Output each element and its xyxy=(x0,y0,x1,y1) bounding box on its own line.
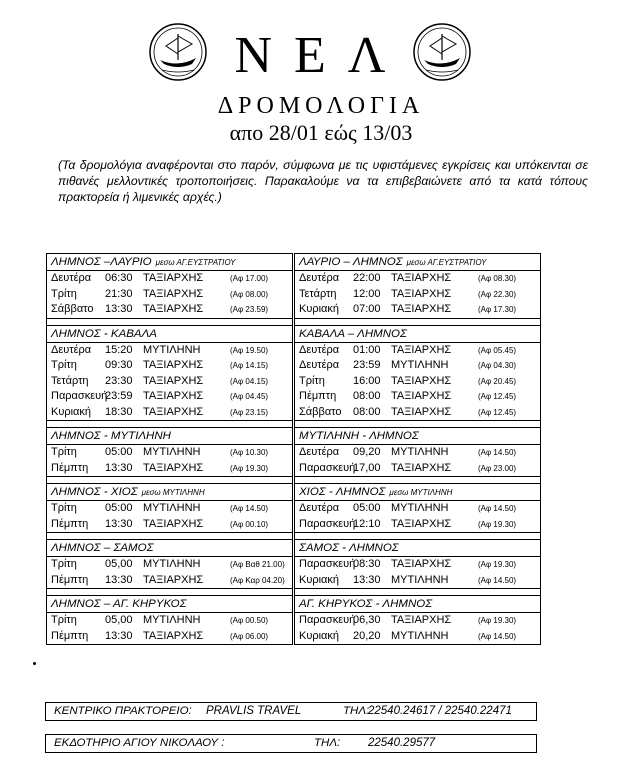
section-gap xyxy=(47,588,292,595)
schedule-ship: ΜΥΤΙΛΗΝΗ xyxy=(391,629,449,642)
schedule-day: Κυριακή xyxy=(51,405,92,418)
schedule-time: 09,20 xyxy=(353,446,381,458)
schedule-arr: (Αφ 14.50) xyxy=(478,575,517,585)
schedule-day: Πέμπτη xyxy=(51,573,89,586)
schedule-ship: ΤΑΞΙΑΡΧΗΣ xyxy=(391,303,452,315)
route-name: ΚΑΒΑΛΑ – ΛΗΜΝΟΣ xyxy=(299,327,407,340)
schedule-row xyxy=(295,517,540,533)
footer-agency xyxy=(45,702,537,721)
schedule-ship: ΤΑΞΙΑΡΧΗΣ xyxy=(391,558,452,570)
schedule-row xyxy=(47,613,292,629)
route-section xyxy=(295,325,540,421)
schedule-ship: ΤΑΞΙΑΡΧΗΣ xyxy=(143,461,204,474)
route-name: ΑΓ. ΚΗΡΥΚΟΣ - ΛΗΜΝΟΣ xyxy=(299,598,433,610)
schedule-time: 23:59 xyxy=(353,359,381,371)
schedule-day: Τρίτη xyxy=(51,287,77,300)
schedule-time: 09:30 xyxy=(105,359,133,371)
schedule-ship: ΤΑΞΙΑΡΧΗΣ xyxy=(391,287,452,300)
route-header xyxy=(47,326,292,343)
schedule-arr: (Αφ 04.45) xyxy=(230,392,269,401)
route-name: ΛΑΥΡΙΟ – ΛΗΜΝΟΣ xyxy=(299,256,403,268)
schedule-day: Τετάρτη xyxy=(299,287,337,300)
schedule-time: 12:10 xyxy=(353,517,381,530)
route-section xyxy=(47,427,292,476)
schedule-row xyxy=(47,445,292,461)
route-name: ΛΗΜΝΟΣ - ΧΙΟΣ xyxy=(51,486,138,498)
route-header xyxy=(47,596,292,613)
schedule-arr: (Αφ 14.50) xyxy=(478,631,517,641)
schedule-row xyxy=(295,287,540,303)
route-section xyxy=(47,595,292,644)
section-gap xyxy=(295,318,540,325)
schedule-time: 15:20 xyxy=(105,343,133,356)
schedule-time: 06:30 xyxy=(105,272,133,284)
schedule-time: 13:30 xyxy=(105,629,133,642)
schedule-time: 05:00 xyxy=(105,446,133,458)
route-header xyxy=(295,540,540,557)
schedule-arr: (Αφ 19.30) xyxy=(478,519,517,529)
route-section xyxy=(295,595,540,644)
office-tel-label: ΤΗΛ: xyxy=(314,737,341,749)
schedule-day: Πέμπτη xyxy=(299,390,337,402)
schedule-arr: (Αφ 23.00) xyxy=(478,463,517,473)
schedule-time: 18:30 xyxy=(105,405,133,418)
schedule-ship: ΤΑΞΙΑΡΧΗΣ xyxy=(143,405,204,418)
schedule-row xyxy=(47,405,292,421)
schedule-day: Σάββατο xyxy=(299,405,342,418)
route-header xyxy=(47,254,292,271)
schedule-time: 08:30 xyxy=(353,558,381,570)
route-name: ΛΗΜΝΟΣ - ΜΥΤΙΛΗΝΗ xyxy=(51,430,171,442)
schedule-time: 13:30 xyxy=(105,303,133,315)
schedule-arr: (Αφ 10.30) xyxy=(230,448,269,457)
schedule-day: Δευτέρα xyxy=(51,343,92,356)
schedule-day: Δευτέρα xyxy=(299,272,340,284)
schedule-time: 05:00 xyxy=(105,502,133,514)
schedule-ship: ΤΑΞΙΑΡΧΗΣ xyxy=(391,517,452,530)
route-header xyxy=(47,428,292,445)
schedule-arr: (Αφ 14.50) xyxy=(478,504,517,513)
route-section xyxy=(295,483,540,532)
page-title: ΝΕΛ xyxy=(234,27,408,84)
schedule-day: Κυριακή xyxy=(299,573,340,586)
section-gap xyxy=(47,420,292,427)
schedule-day: Δευτέρα xyxy=(299,502,340,514)
schedule-day: Τετάρτη xyxy=(51,374,89,387)
schedule-row xyxy=(295,629,540,645)
schedule-day: Τρίτη xyxy=(51,558,77,570)
schedule-arr: (Αφ 08.30) xyxy=(478,274,517,283)
schedule-row xyxy=(47,302,292,318)
schedule-time: 05,00 xyxy=(105,614,133,626)
schedule-arr: (Αφ 08.00) xyxy=(230,289,269,299)
schedule-arr: (Αφ 23.15) xyxy=(230,407,269,417)
schedule-ship: ΤΑΞΙΑΡΧΗΣ xyxy=(143,517,204,530)
route-name: ΛΗΜΝΟΣ – ΣΑΜΟΣ xyxy=(51,542,154,554)
schedule-ship: ΜΥΤΙΛΗΝΗ xyxy=(143,558,201,570)
schedule-time: 21:30 xyxy=(105,287,133,300)
route-via: μεσω ΑΓ.ΕΥΣΤΡΑΤΙΟΥ xyxy=(155,258,236,267)
schedule-day: Δευτέρα xyxy=(299,359,340,371)
schedule-ship: ΜΥΤΙΛΗΝΗ xyxy=(143,502,201,514)
schedule-arr: (Αφ 04.30) xyxy=(478,361,517,370)
schedule-day: Δευτέρα xyxy=(299,446,340,458)
schedule-arr: (Αφ 05.45) xyxy=(478,345,517,355)
office-label: ΕΚΔΟΤΗΡΙΟ ΑΓΙΟΥ ΝΙΚΟΛΑΟΥ : xyxy=(54,737,225,749)
schedule-day: Πέμπτη xyxy=(51,517,89,530)
left-routes-column xyxy=(46,253,293,645)
route-name: ΛΗΜΝΟΣ –ΛΑΥΡΙΟ xyxy=(51,256,152,268)
route-header xyxy=(295,428,540,445)
schedule-time: 07:00 xyxy=(353,303,381,315)
schedule-ship: ΤΑΞΙΑΡΧΗΣ xyxy=(391,272,452,284)
schedule-arr: (Αφ 19.30) xyxy=(478,560,517,569)
schedule-time: 22:00 xyxy=(353,272,381,284)
section-gap xyxy=(295,532,540,539)
schedule-time: 08:00 xyxy=(353,405,381,418)
section-gap xyxy=(47,644,292,645)
schedule-ship: ΜΥΤΙΛΗΝΗ xyxy=(391,502,449,514)
schedule-ship: ΤΑΞΙΑΡΧΗΣ xyxy=(143,359,204,371)
route-name: ΜΥΤΙΛΗΝΗ - ΛΗΜΝΟΣ xyxy=(299,430,419,442)
route-name: ΛΗΜΝΟΣ - ΚΑΒΑΛΑ xyxy=(51,327,157,340)
schedule-row xyxy=(47,287,292,303)
route-header xyxy=(295,326,540,343)
schedule-row xyxy=(47,501,292,517)
agency-phones: 22540.24617 / 22540.22471 xyxy=(368,705,512,717)
date-range: απο 28/01 εώς 13/03 xyxy=(229,120,413,145)
section-gap xyxy=(47,318,292,325)
route-name: ΣΑΜΟΣ - ΛΗΜΝΟΣ xyxy=(299,542,399,554)
schedule-ship: ΤΑΞΙΑΡΧΗΣ xyxy=(391,390,452,402)
schedule-row xyxy=(47,271,292,287)
schedule-ship: ΤΑΞΙΑΡΧΗΣ xyxy=(143,374,204,387)
route-header xyxy=(295,484,540,501)
schedule-time: 23:59 xyxy=(105,390,133,402)
agency-name: PRAVLIS TRAVEL xyxy=(206,705,302,717)
schedule-day: Δευτέρα xyxy=(51,272,92,284)
schedule-ship: ΤΑΞΙΑΡΧΗΣ xyxy=(143,303,204,315)
schedule-ship: ΜΥΤΙΛΗΝΗ xyxy=(391,359,449,371)
route-section xyxy=(295,427,540,476)
schedule-ship: ΤΑΞΙΑΡΧΗΣ xyxy=(143,629,204,642)
schedule-arr: (Αφ 19.30) xyxy=(478,616,517,625)
schedule-row xyxy=(295,461,540,477)
schedule-ship: ΜΥΤΙΛΗΝΗ xyxy=(391,446,449,458)
schedule-ship: ΤΑΞΙΑΡΧΗΣ xyxy=(143,390,204,402)
schedule-ship: ΤΑΞΙΑΡΧΗΣ xyxy=(391,405,452,418)
schedule-ship: ΜΥΤΙΛΗΝΗ xyxy=(391,573,449,586)
schedule-row xyxy=(295,501,540,517)
route-name: ΛΗΜΝΟΣ – ΑΓ. ΚΗΡΥΚΟΣ xyxy=(51,598,187,610)
schedule-arr: (Αφ Καρ 04.20) xyxy=(230,575,285,585)
schedule-row xyxy=(47,389,292,405)
agency-tel-label: ΤΗΛ: xyxy=(343,705,370,717)
section-gap xyxy=(47,476,292,483)
schedule-time: 05,00 xyxy=(105,558,133,570)
route-section xyxy=(47,483,292,532)
schedule-row xyxy=(47,374,292,390)
schedule-time: 13:30 xyxy=(105,517,133,530)
schedule-arr: (Αφ 22.30) xyxy=(478,289,517,299)
schedule-row xyxy=(47,358,292,374)
schedule-row xyxy=(295,343,540,359)
schedule-day: Παρασκευή xyxy=(299,517,356,530)
office-phone: 22540.29577 xyxy=(368,737,436,749)
schedule-arr: (Αφ Βαθ 21.00) xyxy=(230,560,285,569)
schedule-ship: ΤΑΞΙΑΡΧΗΣ xyxy=(391,461,452,474)
footer-office xyxy=(45,734,537,753)
schedule-day: Παρασκευή xyxy=(51,390,108,402)
schedule-row xyxy=(47,573,292,589)
schedule-arr: (Αφ 06.00) xyxy=(230,631,269,641)
schedule-ship: ΤΑΞΙΑΡΧΗΣ xyxy=(391,614,452,626)
schedule-day: Πέμπτη xyxy=(51,461,89,474)
schedule-day: Σάββατο xyxy=(51,303,94,315)
route-header xyxy=(295,596,540,613)
section-gap xyxy=(295,420,540,427)
schedule-day: Κυριακή xyxy=(299,629,340,642)
schedule-time: 13:30 xyxy=(105,573,133,586)
schedule-ship: ΤΑΞΙΑΡΧΗΣ xyxy=(143,287,204,300)
schedule-time: 23:30 xyxy=(105,374,133,387)
schedule-time: 13:30 xyxy=(353,573,381,586)
schedule-row xyxy=(295,389,540,405)
agency-label: ΚΕΝΤΡΙΚΟ ΠΡΑΚΤΟΡΕΙΟ: xyxy=(54,705,192,717)
route-name: ΧΙΟΣ - ΛΗΜΝΟΣ xyxy=(299,486,386,498)
schedule-day: Τρίτη xyxy=(51,446,77,458)
route-header xyxy=(47,484,292,501)
schedule-arr: (Αφ 00.50) xyxy=(230,616,269,625)
section-gap xyxy=(295,588,540,595)
schedule-ship: ΤΑΞΙΑΡΧΗΣ xyxy=(391,374,452,387)
schedule-day: Παρασκευή xyxy=(299,558,356,570)
section-gap xyxy=(47,532,292,539)
route-via: μεσω ΜΥΤΙΛΗΝΗ xyxy=(141,488,205,497)
right-routes-column xyxy=(294,253,541,645)
route-header xyxy=(295,254,540,271)
schedule-time: 01:00 xyxy=(353,343,381,356)
schedule-day: Παρασκευή xyxy=(299,614,356,626)
schedule-time: 13:30 xyxy=(105,461,133,474)
schedule-row xyxy=(295,613,540,629)
schedule-row xyxy=(295,271,540,287)
schedule-row xyxy=(47,517,292,533)
schedule-ship: ΤΑΞΙΑΡΧΗΣ xyxy=(143,272,204,284)
schedule-row xyxy=(295,358,540,374)
schedule-arr: (Αφ 19.50) xyxy=(230,345,269,355)
schedule-row xyxy=(295,302,540,318)
route-section xyxy=(47,253,292,318)
schedule-time: 20,20 xyxy=(353,629,381,642)
schedule-row xyxy=(295,405,540,421)
schedule-arr: (Αφ 14.50) xyxy=(478,448,517,457)
schedule-row xyxy=(295,573,540,589)
schedule-row xyxy=(295,557,540,573)
schedule-day: Παρασκευή xyxy=(299,461,356,474)
schedule-row xyxy=(47,629,292,645)
route-header xyxy=(47,540,292,557)
schedule-time: 17,00 xyxy=(353,461,381,474)
schedule-arr: (Αφ 17.30) xyxy=(478,305,517,314)
schedule-arr: (Αφ 19.30) xyxy=(230,463,269,473)
schedule-row xyxy=(47,461,292,477)
schedule-arr: (Αφ 12.45) xyxy=(478,407,517,417)
route-section xyxy=(47,325,292,421)
schedule-arr: (Αφ 12.45) xyxy=(478,392,517,401)
route-section xyxy=(47,539,292,588)
schedule-arr: (Αφ 00.10) xyxy=(230,519,269,529)
schedule-day: Τρίτη xyxy=(299,374,325,387)
schedule-day: Τρίτη xyxy=(51,359,77,371)
schedule-row xyxy=(47,557,292,573)
schedule-ship: ΜΥΤΙΛΗΝΗ xyxy=(143,614,201,626)
schedule-time: 16:00 xyxy=(353,374,381,387)
schedule-ship: ΤΑΞΙΑΡΧΗΣ xyxy=(143,573,204,586)
section-gap xyxy=(295,476,540,483)
schedule-ship: ΤΑΞΙΑΡΧΗΣ xyxy=(391,343,452,356)
notice-text: (Τα δρομολόγια αναφέρονται στο παρόν, σύμφωνα με τις υφιστάμενες εγκρίσεις και υπόκεινται σε πιθανές μελλοντικές τροποποιήσεις. Παρακαλούμε να τα επιβεβαιώνετε από τα κατά τόπους πρακτορεία ή λιμενικές αρχές.) xyxy=(58,158,588,204)
schedule-day: Δευτέρα xyxy=(299,343,340,356)
route-section xyxy=(295,253,540,318)
schedule-row xyxy=(47,343,292,359)
schedule-day: Τρίτη xyxy=(51,614,77,626)
schedule-time: 05:00 xyxy=(353,502,381,514)
schedule-arr: (Αφ 20.45) xyxy=(478,376,517,386)
schedule-day: Κυριακή xyxy=(299,303,340,315)
route-section xyxy=(295,539,540,588)
schedule-arr: (Αφ 14.15) xyxy=(230,361,269,370)
schedule-time: 12:00 xyxy=(353,287,381,300)
schedule-arr: (Αφ 04.15) xyxy=(230,376,269,386)
schedule-time: 08:00 xyxy=(353,390,381,402)
schedule-arr: (Αφ 17.00) xyxy=(230,274,269,283)
schedule-arr: (Αφ 23.59) xyxy=(230,305,269,314)
schedule-day: Τρίτη xyxy=(51,502,77,514)
section-gap xyxy=(295,644,540,645)
schedule-ship: ΜΥΤΙΛΗΝΗ xyxy=(143,343,201,356)
page-subtitle: ΔΡΟΜΟΛΟΓΙΑ xyxy=(217,93,425,119)
schedule-arr: (Αφ 14.50) xyxy=(230,504,269,513)
route-via: μεσω ΜΥΤΙΛΗΝΗ xyxy=(389,488,453,497)
schedule-ship: ΜΥΤΙΛΗΝΗ xyxy=(143,446,201,458)
route-via: μεσω ΑΓ.ΕΥΣΤΡΑΤΙΟΥ xyxy=(406,258,487,267)
stray-dot xyxy=(33,662,36,665)
schedule-time: 06,30 xyxy=(353,614,381,626)
schedule-day: Πέμπτη xyxy=(51,629,89,642)
schedule-row xyxy=(295,445,540,461)
schedule-row xyxy=(295,374,540,390)
